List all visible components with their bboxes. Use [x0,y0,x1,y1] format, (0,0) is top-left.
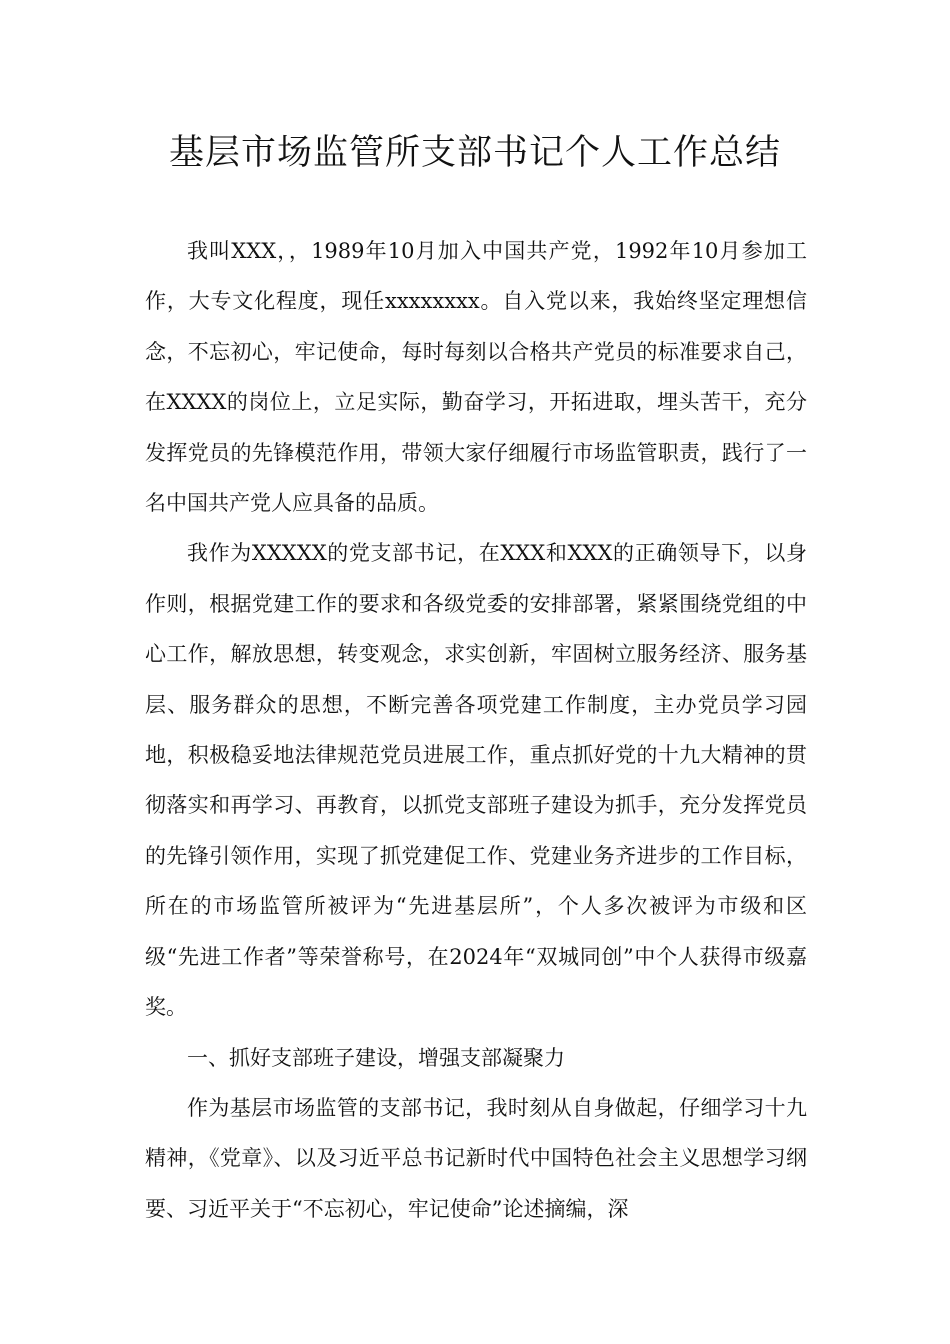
paragraph-intro: 我叫XXX，，1989年10月加入中国共产党，1992年10月参加工作，大专文化程度，现任xxxxxxxx。自入党以来，我始终坚定理想信念，不忘初心，牢记使命，每时每刻以合格共产党员的标准要求自己，在XXXX的岗位上，立足实际，勤奋学习，开拓进取，埋头苦干，充分发挥党员的先锋模范作用，带领大家仔细履行市场监管职责，践行了一名中国共产党人应具备的品质。 [145,239,807,516]
section-heading: 一、抓好支部班子建设，增强支部凝聚力 [187,1045,565,1070]
document-body [145,226,807,1234]
paragraph-section-one: 作为基层市场监管的支部书记，我时刻从自身做起，仔细学习十九精神，《党章》、以及习近平总书记新时代中国特色社会主义思想学习纲要、习近平关于“不忘初心，牢记使命”论述摘编，深 [145,1095,807,1221]
paragraph-party-work: 我作为XXXXX的党支部书记，在XXX和XXX的正确领导下，以身作则，根据党建工作的要求和各级党委的安排部署，紧紧围绕党组的中心工作，解放思想，转变观念，求实创新，牢固树立服务经济、服务基层、服务群众的思想，不断完善各项党建工作制度，主办党员学习园地，积极稳妥地法律规范党员进展工作，重点抓好党的十九大精神的贯彻落实和再学习、再教育，以抓党支部班子建设为抓手，充分发挥党员的先锋引领作用，实现了抓党建促工作、党建业务齐进步的工作目标，所在的市场监管所被评为“先进基层所”，个人多次被评为市级和区级“先进工作者”等荣誉称号，在2024年“双城同创”中个人获得市级嘉奖。 [145,541,807,1020]
document-title: 基层市场监管所支部书记个人工作总结 [168,133,781,173]
